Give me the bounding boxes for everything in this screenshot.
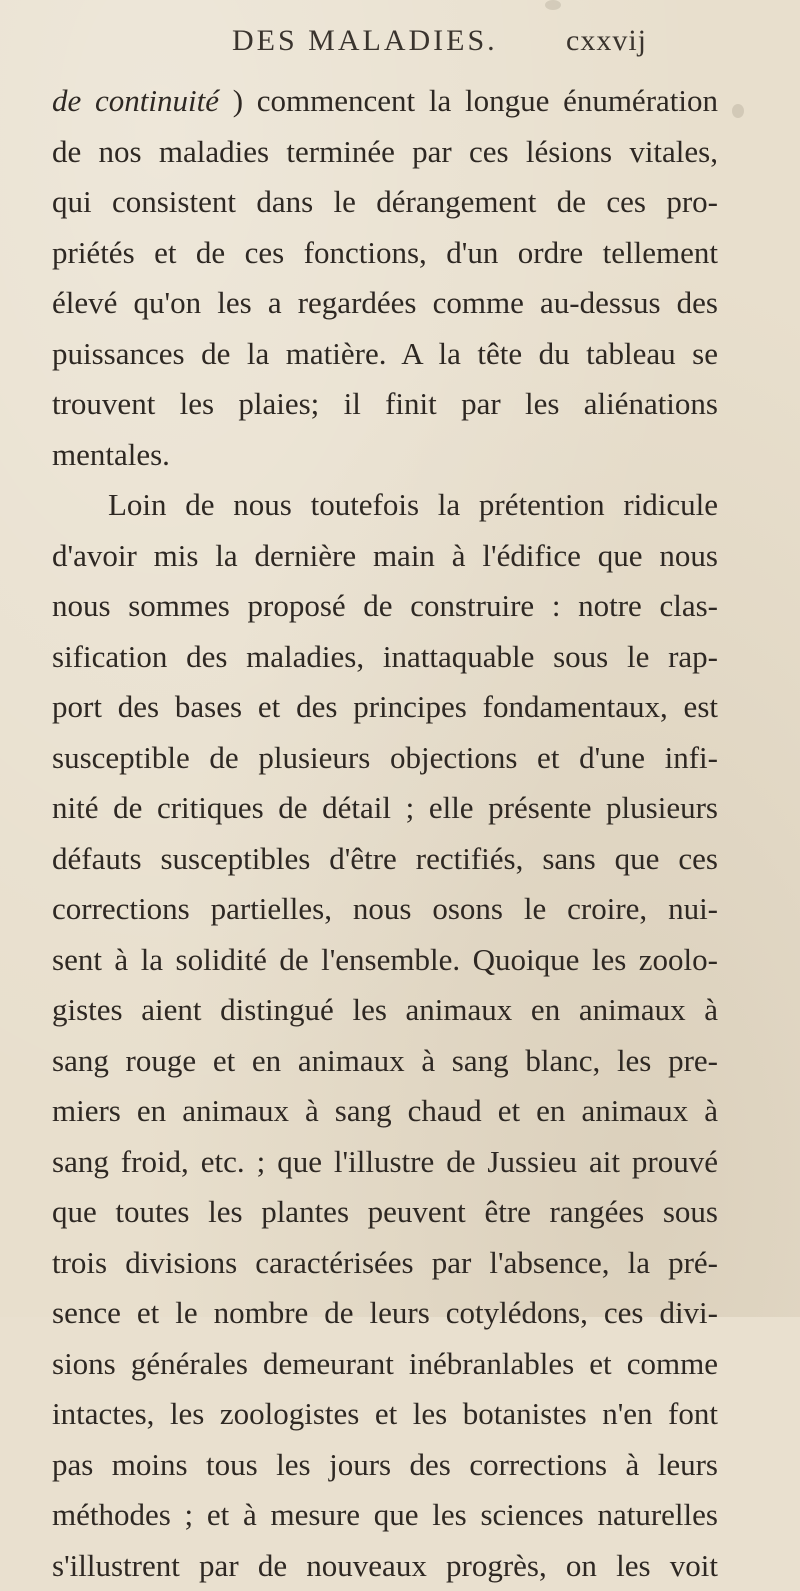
body-text [52,76,718,1591]
text-line: élevé qu'on les a regardées comme au-dessus des [52,278,718,329]
text-line: corrections partielles, nous osons le croire, nui- [52,884,718,935]
text-line: sent à la solidité de l'ensemble. Quoique les zoolo- [52,935,718,986]
text-line: sang rouge et en animaux à sang blanc, les pre- [52,1036,718,1087]
text-line: trois divisions caractérisées par l'absence, la pré- [52,1238,718,1289]
text-line: méthodes ; et à mesure que les sciences naturelles [52,1490,718,1541]
text-line [52,76,718,127]
text-line: sang froid, etc. ; que l'illustre de Jussieu ait prouvé [52,1137,718,1188]
text-line: sence et le nombre de leurs cotylédons, ces divi- [52,1288,718,1339]
text-line: que toutes les plantes peuvent être rangées sous [52,1187,718,1238]
text-line: port des bases et des principes fondamentaux, est [52,682,718,733]
text-line: nous sommes proposé de construire : notre clas- [52,581,718,632]
text-line: puissances de la matière. A la tête du tableau se [52,329,718,380]
text-line: défauts susceptibles d'être rectifiés, sans que ces [52,834,718,885]
paragraph-1 [52,76,718,480]
line-text: ) commencent la longue énumération [233,83,718,118]
text-line: pas moins tous les jours des corrections à leurs [52,1440,718,1491]
italic-phrase: de continuité [52,83,219,118]
text-line: gistes aient distingué les animaux en animaux à [52,985,718,1036]
text-line: mentales. [52,430,718,481]
page-header [0,20,800,68]
text-line: s'illustrent par de nouveaux progrès, on les voit [52,1541,718,1591]
text-line: Loin de nous toutefois la prétention ridicule [52,480,718,531]
ink-smudge [732,104,744,118]
page-number: cxxvij [566,24,647,58]
text-line: sions générales demeurant inébranlables et comme [52,1339,718,1390]
text-line: d'avoir mis la dernière main à l'édifice que nous [52,531,718,582]
text-line: intactes, les zoologistes et les botanistes n'en font [52,1389,718,1440]
text-line: trouvent les plaies; il finit par les aliénations [52,379,718,430]
paragraph-2 [52,480,718,1591]
text-line: sification des maladies, inattaquable sous le rap- [52,632,718,683]
text-line: de nos maladies terminée par ces lésions vitales, [52,127,718,178]
running-title: DES MALADIES. [232,24,498,58]
text-line: qui consistent dans le dérangement de ces pro- [52,177,718,228]
text-line: miers en animaux à sang chaud et en animaux à [52,1086,718,1137]
text-line: priétés et de ces fonctions, d'un ordre tellement [52,228,718,279]
text-line: nité de critiques de détail ; elle présente plusieurs [52,783,718,834]
text-line: susceptible de plusieurs objections et d'une infi- [52,733,718,784]
ink-smudge [545,0,561,10]
